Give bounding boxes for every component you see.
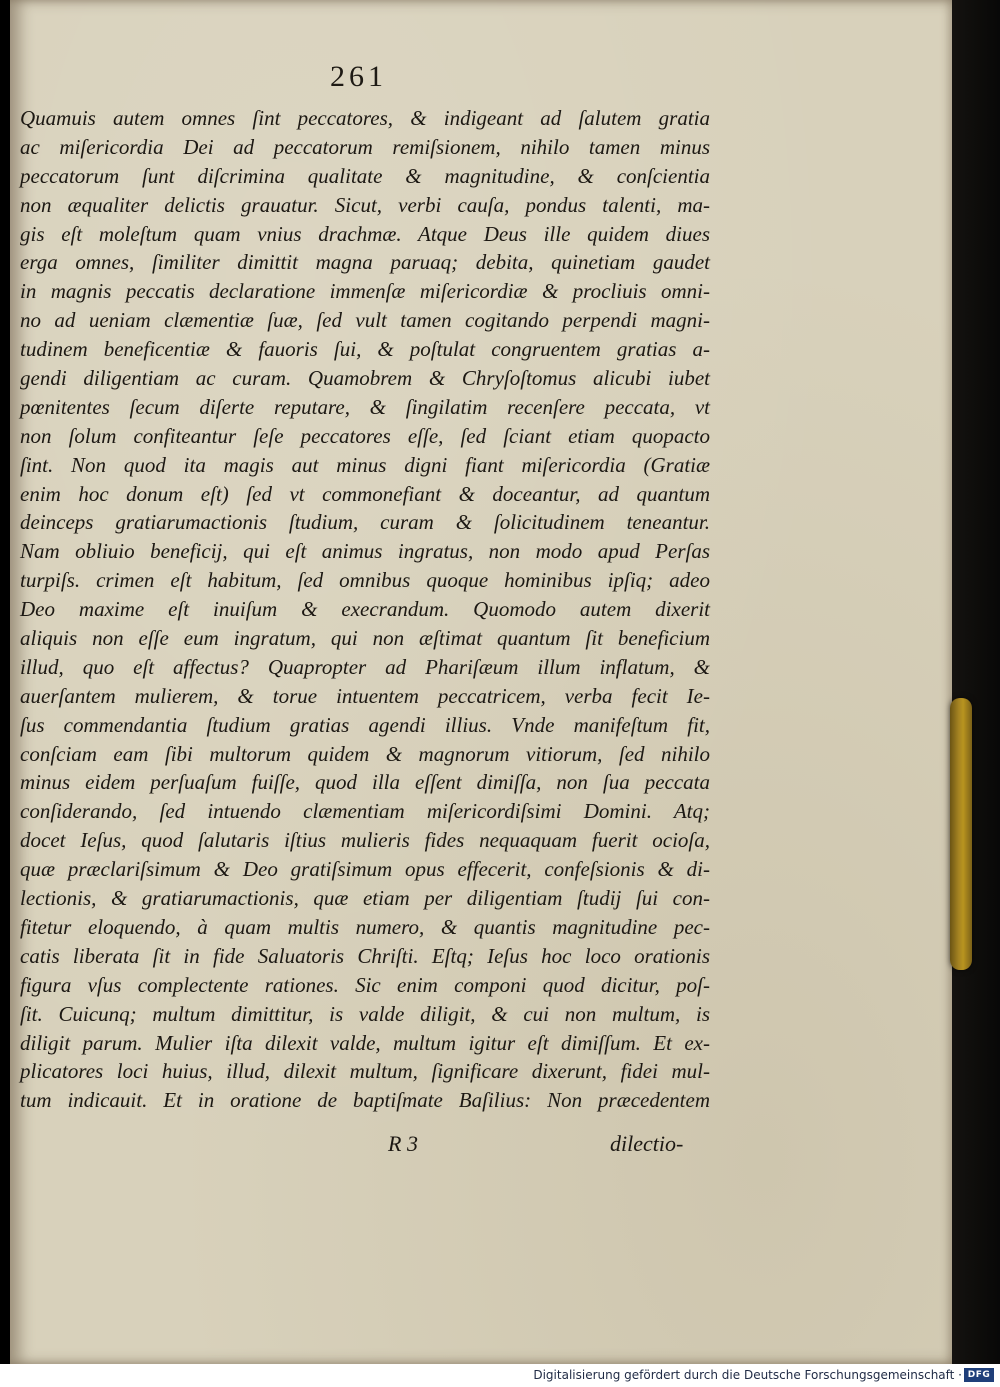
text-line: auerſantem mulierem, & torue intuentem peccatricem, verba fecit Ie-: [20, 683, 710, 708]
text-line: non æqualiter delictis grauatur. Sicut, verbi cauſa, pondus talenti, ma-: [20, 192, 710, 217]
text-line: figura vſus complectente rationes. Sic enim componi quod dicitur, poſ-: [20, 972, 710, 997]
page-number: 261: [330, 60, 387, 93]
text-line: tum indicauit. Et in oratione de baptiſmate Baſilius: Non præcedentem: [20, 1088, 710, 1113]
text-line: peccatorum ſunt diſcrimina qualitate & magnitudine, & conſcientia: [20, 163, 710, 188]
text-line: plicatores loci huius, illud, dilexit multum, ſignificare dixerunt, fidei mul-: [20, 1059, 710, 1084]
text-line: no ad ueniam clæmentiæ ſuæ, ſed vult tamen cogitando perpendi magni-: [20, 308, 710, 333]
text-line: ſus commendantia ſtudium gratias agendi illius. Vnde manifeſtum fit,: [20, 712, 710, 737]
dfg-logo-icon: DFG: [964, 1368, 994, 1382]
text-line: conſiderando, ſed intuendo clæmentiam miſericordiſsimi Domini. Atq;: [20, 799, 710, 824]
text-line: diligit parum. Mulier iſta dilexit valde, multum igitur eſt dimiſſum. Et ex-: [20, 1030, 710, 1055]
body-text: [20, 104, 710, 1115]
text-line: quæ præclariſsimum & Deo gratiſsimum opus effecerit, confeſsionis & di-: [20, 857, 710, 882]
text-line: fitetur eloquendo, à quam multis numero, & quantis magnitudine pec-: [20, 914, 710, 939]
text-line: lectionis, & gratiarumactionis, quæ etiam per diligentiam ſtudij ſui con-: [20, 886, 710, 911]
bookmark-tab: [950, 698, 972, 970]
text-line: conſciam eam ſibi multorum quidem & magnorum vitiorum, ſed nihilo: [20, 741, 710, 766]
text-line: aliquis non eſſe eum ingratum, qui non æſtimat quantum ſit beneficium: [20, 626, 710, 651]
catchword: dilectio-: [610, 1131, 684, 1156]
text-line: ſint. Non quod ita magis aut minus digni fiant miſericordia (Gratiæ: [20, 452, 710, 477]
text-line: ſit. Cuicunq; multum dimittitur, is valde diligit, & cui non multum, is: [20, 1001, 710, 1026]
text-line: minus eidem perſuaſum fuiſſe, quod illa eſſent dimiſſa, non ſua peccata: [20, 770, 710, 795]
text-line: pœnitentes ſecum diſerte reputare, & ſingilatim recenſere peccata, vt: [20, 394, 710, 419]
text-line: gendi diligentiam ac curam. Quamobrem & Chryſoſtomus alicubi iubet: [20, 366, 710, 391]
text-line: gis eſt moleſtum quam vnius drachmæ. Atque Deus ille quidem diues: [20, 221, 710, 246]
text-line: ac miſericordia Dei ad peccatorum remiſsionem, nihilo tamen minus: [20, 134, 710, 159]
text-line: tudinem beneficentiæ & fauoris ſui, & poſtulat congruentem gratias a-: [20, 337, 710, 362]
text-line: catis liberata ſit in fide Saluatoris Chriſti. Eſtq; Ieſus hoc loco orationis: [20, 943, 710, 968]
text-line: non ſolum confiteantur ſeſe peccatores eſſe, ſed ſciant etiam quopacto: [20, 423, 710, 448]
book-edge: [952, 0, 1000, 1364]
text-line: docet Ieſus, quod ſalutaris iſtius mulieris fides nequaquam fuerit ocioſa,: [20, 828, 710, 853]
signature-mark: R 3: [388, 1131, 418, 1156]
text-line: turpiſs. crimen eſt habitum, ſed omnibus quoque hominibus ipſiq; adeo: [20, 568, 710, 593]
credit-text: Digitalisierung gefördert durch die Deutsche Forschungsgemeinschaft ·: [533, 1368, 962, 1382]
text-line: deinceps gratiarumactionis ſtudium, curam & ſolicitudinem teneantur.: [20, 510, 710, 535]
text-line: illud, quo eſt affectus? Quapropter ad Phariſæum illum inflatum, &: [20, 654, 710, 679]
text-line: Deo maxime eſt inuiſum & execrandum. Quomodo autem dixerit: [20, 597, 710, 622]
text-line: enim hoc donum eſt) ſed vt commonefiant & doceantur, ad quantum: [20, 481, 710, 506]
credit-bar: [0, 1364, 1000, 1387]
book-page: [10, 0, 952, 1364]
text-line: Nam obliuio beneficij, qui eſt animus ingratus, non modo apud Perſas: [20, 539, 710, 564]
text-line: Quamuis autem omnes ſint peccatores, & indigeant ad ſalutem gratia: [20, 106, 710, 130]
text-line: erga omnes, ſimiliter dimittit magna paruaq; debita, quinetiam gaudet: [20, 250, 710, 275]
text-line: in magnis peccatis declaratione immenſæ miſericordiæ & procliuis omni-: [20, 279, 710, 304]
